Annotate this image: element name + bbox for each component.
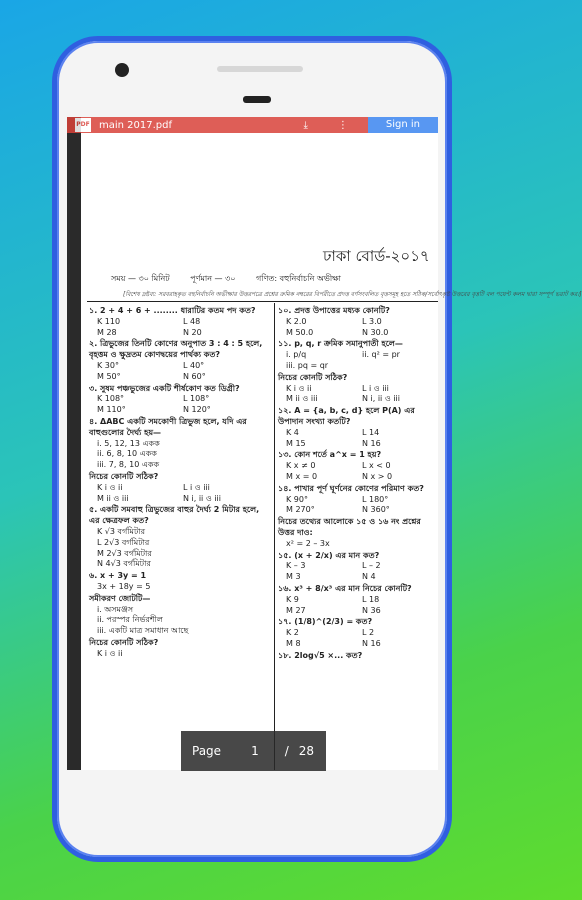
option-list — [278, 461, 438, 483]
option-item: N i, ii ও iii — [362, 394, 400, 404]
option-item: M ii ও iii — [286, 394, 318, 404]
option-list — [89, 361, 269, 383]
option-item: M 110° — [97, 405, 126, 415]
question-text: ১৭. (1/8)^(2/3) = কত? — [278, 617, 373, 627]
question-item — [89, 472, 269, 504]
option-item: K i ও ii — [97, 482, 123, 492]
option-item: K x ≠ 0 — [286, 461, 316, 471]
option-list — [89, 527, 269, 570]
more-menu-icon[interactable]: ⋮ — [337, 119, 348, 131]
header-rule — [87, 301, 438, 302]
page-label: Page — [192, 744, 222, 758]
option-item: N 20 — [183, 327, 202, 337]
question-text: ৩. সুষম পঞ্চভুজের একটি শীর্ষকোণ কত ডিগ্রী? — [89, 383, 240, 393]
option-item: K 2 — [286, 628, 299, 638]
option-item: M 28 — [97, 327, 117, 337]
question-text: ১০. প্রদত্ত উপাত্তের মধ্যক কোনটি? — [278, 306, 390, 315]
exam-meta — [111, 273, 359, 286]
option-item: N 16 — [362, 638, 381, 648]
question-item — [89, 571, 269, 593]
option-item: M 27 — [286, 605, 306, 615]
option-item: N i, ii ও iii — [183, 493, 221, 503]
option-item: M 50.0 — [286, 327, 314, 337]
option-list — [278, 561, 438, 583]
option-list — [89, 483, 269, 505]
instruction-note: [বিশেষ দ্রষ্টব্য: সরবরাহকৃত বহুনির্বাচনি অভীক্ষার উত্তরপত্রে প্রশ্নের ক্রমিক নম্বরের বিপরীতে প্রদত্ত বর্ণসংবলিত বৃত্তসমূহ হতে সঠিক/সর্বোৎকৃষ্ট উত্তরের বৃত্তটি বল পয়েন্ট কলম দ্বারা সম্পূর্ণ ভরাট কর।] — [123, 291, 582, 298]
option-list — [89, 582, 269, 593]
question-item — [278, 484, 438, 516]
option-item: 3x + 18y = 5 — [97, 581, 151, 591]
option-item: M 50° — [97, 371, 121, 381]
document-left-edge — [67, 117, 81, 770]
option-item: K √3 বর্গমিটার — [97, 526, 146, 536]
option-list — [89, 649, 269, 660]
option-item: K i ও ii — [286, 383, 312, 393]
option-item: K 2.0 — [286, 316, 307, 326]
option-item: N 4 — [362, 572, 376, 582]
option-item: M 270° — [286, 505, 315, 515]
sign-in-button[interactable]: Sign in — [368, 117, 438, 133]
question-item — [278, 406, 438, 449]
right-question-column — [278, 305, 438, 662]
pdf-page[interactable] — [81, 133, 582, 770]
meta-subject: গণিত: বহুনির্বাচনি অভীক্ষা — [256, 274, 341, 283]
question-item — [278, 373, 438, 405]
option-item: L 40° — [183, 360, 205, 370]
total-pages: 28 — [298, 744, 315, 758]
option-item: N x > 0 — [362, 471, 393, 481]
option-item: M x = 0 — [286, 471, 318, 481]
option-item: K 9 — [286, 594, 299, 604]
page-separator: / — [284, 744, 289, 758]
option-list — [278, 317, 438, 339]
question-item — [89, 306, 269, 338]
question-item — [278, 450, 438, 482]
option-item: ii. পরস্পর নির্ভরশীল — [97, 615, 163, 625]
option-item: L 3.0 — [362, 316, 382, 326]
question-text: ১৫. (x + 2/x) এর মান কত? — [278, 550, 380, 560]
question-text: ২. ত্রিভুজের তিনটি কোণের অনুপাত 3 : 4 : 5 হলে, বৃহত্তম ও ক্ষুদ্রতম কোণদ্বয়ের পার্থক্য কত? — [89, 339, 263, 360]
option-item: K 108° — [97, 394, 125, 404]
option-item: M 3 — [286, 572, 301, 582]
question-item — [278, 617, 438, 649]
earpiece-speaker — [217, 66, 303, 72]
page-indicator — [181, 731, 326, 771]
download-icon[interactable]: ⤓ — [303, 119, 308, 131]
option-item: L 180° — [362, 494, 389, 504]
question-text: নিচের কোনটি সঠিক? — [89, 471, 159, 481]
question-text: ৫. একটি সমবাহু ত্রিভুজের বাহুর দৈর্ঘ্য 2 মিটার হলে, এর ক্ষেত্রফল কত? — [89, 505, 260, 526]
option-item: N 120° — [183, 405, 211, 415]
question-text: নিচের কোনটি সঠিক? — [89, 637, 159, 647]
option-list — [89, 394, 269, 416]
question-item — [278, 584, 438, 616]
question-text: ১১. p, q, r ক্রমিক সমানুপাতী হলে— — [278, 339, 403, 349]
question-text: নিচের কোনটি সঠিক? — [278, 372, 348, 382]
option-list — [278, 628, 438, 650]
left-question-column — [89, 305, 269, 660]
question-text: ৬. x + 3y = 1 — [89, 571, 147, 581]
question-text: ১২. A = {a, b, c, d} হলে P(A) এর উপাদান সংখ্যা কতটি? — [278, 406, 415, 426]
option-item: L i ও iii — [183, 482, 210, 492]
option-item: L 14 — [362, 427, 380, 437]
option-list — [89, 317, 269, 339]
option-item: iii. একটি মাত্র সমাধান আছে — [97, 626, 189, 636]
question-text: ১৬. x³ + 8/x³ এর মান নিচের কোনটি? — [278, 583, 412, 593]
option-item: ii. q² = pr — [362, 350, 400, 360]
question-text: ১. 2 + 4 + 6 + ........ ধারাটির কতম পদ কত? — [89, 306, 256, 315]
question-item — [89, 638, 269, 660]
question-item — [278, 551, 438, 583]
question-item — [278, 306, 438, 338]
question-text: সমীকরণ জোটটি— — [89, 593, 151, 603]
option-item: N 360° — [362, 505, 390, 515]
option-item: N 36 — [362, 605, 381, 615]
phone-screen — [67, 117, 582, 770]
meta-marks: পূর্ণমান — ৩০ — [190, 274, 236, 283]
proximity-sensor — [243, 96, 271, 103]
option-item: ii. 6, 8, 10 একক — [97, 449, 157, 459]
option-item: L 18 — [362, 594, 380, 604]
option-item: N 60° — [183, 371, 206, 381]
question-item — [89, 505, 269, 570]
question-text: ৪. ΔABC একটি সমকোণী ত্রিভুজ হলে, যদি এর বাহুগুলোর দৈর্ঘ্য হয়— — [89, 416, 247, 437]
question-item — [89, 594, 269, 637]
option-item: K 110 — [97, 316, 121, 326]
option-list — [278, 428, 438, 450]
option-item: i. অসমঞ্জস — [97, 604, 134, 614]
question-item — [278, 651, 438, 662]
pdf-toolbar — [67, 117, 438, 133]
option-item: L 48 — [183, 316, 201, 326]
column-separator — [274, 303, 275, 770]
option-item: L 2√3 বর্গমিটার — [97, 537, 150, 547]
question-text: ১৪. পাখার পূর্ণ ঘূর্ণনের কোণের পরিমাণ কত? — [278, 483, 424, 493]
option-item: N 16 — [362, 438, 381, 448]
board-title: ঢাকা বোর্ড-২০১৭ — [323, 247, 430, 265]
option-item: N 4√3 বর্গমিটার — [97, 559, 151, 569]
option-item: K 30° — [97, 360, 119, 370]
option-item: L 2 — [362, 628, 375, 638]
option-item: L i ও iii — [362, 383, 389, 393]
question-item — [89, 417, 269, 471]
option-list — [278, 495, 438, 517]
question-item — [89, 339, 269, 382]
option-item: K – 3 — [286, 561, 306, 571]
question-text: নিচের তথ্যের আলোকে ১৫ ও ১৬ নং প্রশ্নের উত্তর দাও: — [278, 517, 421, 537]
option-item: M 15 — [286, 438, 306, 448]
question-item — [278, 517, 438, 549]
option-item: L x < 0 — [362, 461, 391, 471]
option-item: x² = 2 – 3x — [286, 538, 330, 548]
option-item: i. 5, 12, 13 একক — [97, 438, 160, 448]
option-item: M 8 — [286, 638, 301, 648]
question-item — [278, 339, 438, 371]
option-item: M 2√3 বর্গমিটার — [97, 548, 152, 558]
option-list — [278, 539, 438, 550]
option-item: i. p/q — [286, 350, 307, 360]
option-item: iii. 7, 8, 10 একক — [97, 460, 160, 470]
option-item: K 4 — [286, 427, 299, 437]
option-item: L – 2 — [362, 561, 381, 571]
option-item: K i ও ii — [97, 648, 123, 658]
option-list — [278, 384, 438, 406]
option-list — [278, 595, 438, 617]
option-item: K 90° — [286, 494, 308, 504]
meta-time: সময় — ৩০ মিনিট — [111, 274, 170, 283]
question-text: ১৮. 2log√5 ×... কত? — [278, 650, 363, 660]
option-list — [89, 605, 269, 637]
file-name: main 2017.pdf — [99, 119, 173, 131]
option-item: iii. pq = qr — [286, 360, 329, 370]
option-list — [89, 439, 269, 471]
pdf-file-icon: PDF — [75, 118, 91, 132]
option-list — [278, 350, 438, 372]
current-page: 1 — [251, 744, 259, 758]
option-item: M ii ও iii — [97, 493, 129, 503]
option-item: N 30.0 — [362, 327, 389, 337]
question-text: ১৩. কোন শর্তে a^x = 1 হয়? — [278, 450, 382, 460]
option-item: L 108° — [183, 394, 210, 404]
question-item — [89, 384, 269, 416]
front-camera — [115, 63, 129, 77]
